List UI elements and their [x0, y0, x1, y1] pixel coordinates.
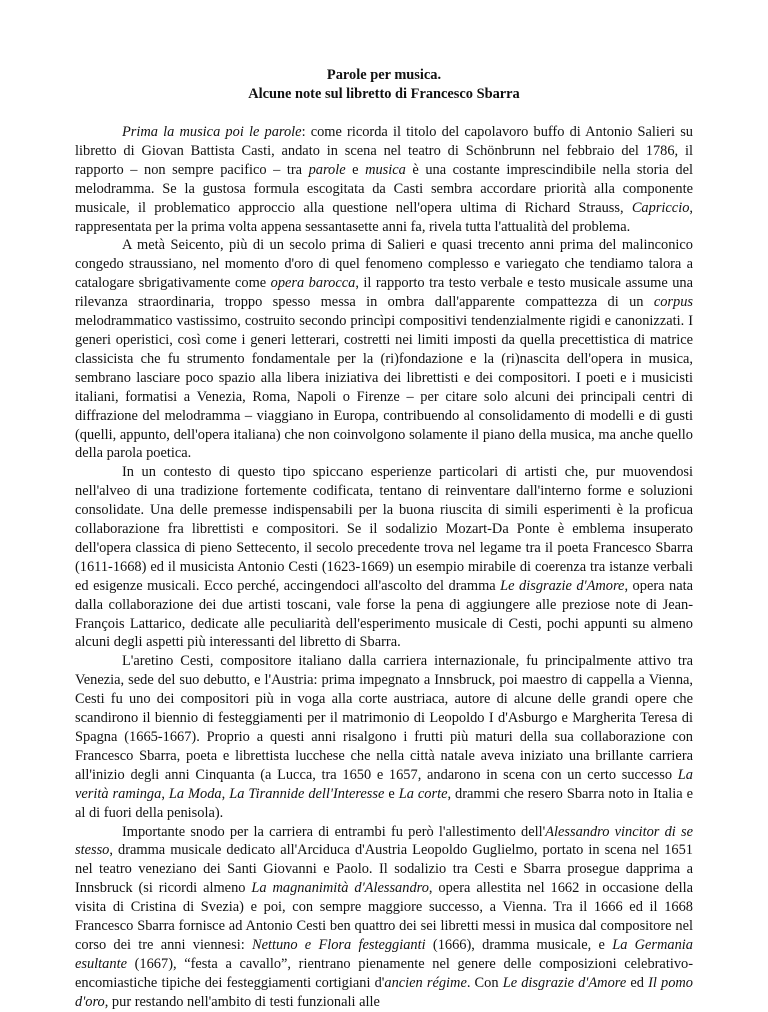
- text-run: , opera allestita nel 1662 in occasione della visita di Cristina di Svezia) e poi, con sempre maggiore successo, a Vienna. Tra il 1666 ed il 1668 Francesco Sbarra fornisce ad Antonio Cesti ben quattro dei sei libretti messi in musica dal compositore nel corso dei tre anni viennesi:: [75, 880, 694, 953]
- text-run: (1667), “festa a cavallo”, rientrano pienamente nel genere delle composizioni celebrativo-encomiastiche tipiche dei festeggiamenti cortigiani d': [75, 955, 693, 991]
- text-run: ,: [161, 785, 169, 802]
- italic-text: Nettuno e Flora festeggianti: [251, 936, 426, 953]
- italic-text: parole: [308, 161, 346, 178]
- italic-text: Le disgrazie d'Amore: [502, 974, 627, 991]
- text-run: ,: [221, 785, 230, 802]
- italic-text: La Tirannide dell'Interesse: [229, 785, 385, 802]
- italic-text: musica: [365, 161, 406, 178]
- italic-text: opera barocca: [270, 275, 356, 292]
- text-run: e: [345, 161, 366, 178]
- text-run: L'aretino Cesti, compositore italiano dalla carriera internazionale, fu principalmente attivo tra Venezia, sede del suo debutto, e l'Austria: prima impegnato a Innsbruck, poi maestro di cappella a Vienna, Cesti fu uno dei compositori più in voga alla corte austriaca, autore di alcune delle grandi opere che scandirono il biennio di festeggiamenti per il matrimonio di Leopoldo I d'Asburgo e Margherita Teresa di Spagna (1665-1667). Proprio a questi anni risalgono i frutti più maturi della sua collaborazione con Francesco Sbarra, poeta e librettista lucchese che nella città natale aveva iniziato una brillante carriera all'inizio degli anni Cinquanta (a Lucca, tra 1650 e 1657, andarono in scena con un certo successo: [75, 653, 693, 783]
- paragraph-1: [75, 123, 693, 236]
- text-run: In un contesto di questo tipo spiccano esperienze particolari di artisti che, pur muovendosi nell'alveo di una tradizione fortemente codificata, tentano di reinventare dall'interno forme e soluzioni consolidate. Una delle premesse indispensabili per la buona riuscita di simili esperimenti è la proficua collaborazione fra librettisti e compositori. Se il sodalizio Mozart-Da Ponte è emblema insuperato dell'opera classica di pieno Settecento, il secolo precedente trova nel legame tra il poeta Francesco Sbarra (1611-1668) ed il musicista Antonio Cesti (1623-1669) un esempio mirabile di coerenza tra istanze verbali ed esigenze musicali. Ecco perché, accingendoci all'ascolto del dramma: [75, 464, 693, 594]
- italic-text: La Moda: [168, 785, 222, 802]
- text-run: : come ricorda il titolo del capolavoro buffo di Antonio Salieri su libretto di Giovan Battista Casti, andato in scena nel teatro di Schönbrunn nel febbraio del 1786, il rapporto – non sempre pacifico – tra: [75, 124, 693, 178]
- paragraph-4: [75, 652, 693, 822]
- italic-text: La Germania esultante: [75, 936, 694, 972]
- italic-text: Capriccio: [631, 199, 690, 216]
- italic-text: La verità raminga: [75, 766, 693, 802]
- italic-text: La corte: [398, 785, 448, 802]
- document-title: [75, 66, 693, 104]
- italic-text: Alessandro vincitor di se stesso: [75, 823, 693, 859]
- text-run: e: [384, 785, 399, 802]
- text-run: A metà Seicento, più di un secolo prima di Salieri e quasi trecento anni prima del malinconico congedo straussiano, nel momento d'oro di quel fenomeno complesso e variegato che tendiamo talora a catalogare sbrigativamente come: [75, 237, 693, 292]
- text-run: , drammi che resero Sbarra noto in Italia e al di fuori della penisola).: [75, 785, 694, 821]
- paragraph-2: [75, 236, 693, 463]
- text-run: è una costante imprescindibile nella storia del melodramma. Se la gustosa formula escogitata da Casti sembra accordare priorità alla componente musicale, il problematico approccio alla questione nell'opera ultima di Richard Strauss,: [75, 161, 693, 216]
- text-run: , rappresentata per la prima volta appena sessantasette anni fa, rivela tutta l'attualità del problema.: [75, 199, 693, 235]
- title-line-1: Parole per musica.: [326, 67, 442, 83]
- italic-text: La magnanimità d'Alessandro: [251, 880, 429, 897]
- text-run: Importante snodo per la carriera di entrambi fu però l'allestimento dell': [122, 823, 546, 840]
- italic-text: Le disgrazie d'Amore: [500, 577, 625, 594]
- text-run: (1666), dramma musicale, e: [425, 936, 613, 953]
- text-run: . Con: [466, 974, 503, 991]
- italic-text: corpus: [653, 294, 693, 311]
- title-line-2: Alcune note sul libretto di Francesco Sbarra: [248, 86, 520, 102]
- text-run: , il rapporto tra testo verbale e testo musicale assume una rilevanza straordinaria, troppo spesso messa in ombra dall'apparente compattezza di un: [75, 275, 693, 311]
- text-run: , dramma musicale dedicato all'Arciduca d'Austria Leopoldo Guglielmo, portato in scena nel 1651 nel teatro veneziano dei Santi Giovanni e Paolo. Il sodalizio tra Cesti e Sbarra prosegue dapprima a Innsbruck (si ricordi almeno: [75, 842, 693, 897]
- italic-text: Il pomo d'oro: [75, 974, 693, 1010]
- text-run: , opera nata dalla collaborazione dei due artisti toscani, vale forse la pena di aggiungere alle preziose note di Jean-François Lattarico, dedicate alle peculiarità dell'esperimento musicale di Cesti, pochi appunti su almeno alcuni degli aspetti più interessanti del libretto di Sbarra.: [75, 577, 693, 651]
- paragraph-5: [75, 823, 693, 1012]
- text-run: , pur restando nell'ambito di testi funzionali alle: [104, 993, 380, 1010]
- italic-text: ancien régime: [384, 974, 467, 991]
- paragraph-3: [75, 463, 693, 652]
- text-run: ed: [626, 974, 649, 991]
- italic-text: Prima la musica poi le parole: [122, 124, 302, 140]
- document-page: [75, 66, 693, 1012]
- text-run: melodrammatico vastissimo, costruito secondo princìpi compositivi tendenzialmente rigidi e canonizzati. I generi operistici, così come i generi letterari, costretti nei limiti imposti da quella precettistica di matrice classicista che fu strumento fondamentale per la (ri)fondazione e la (ri)nascita dell'opera in musica, sembrano lasciare poco spazio alla libera iniziativa dei librettisti e dei compositori. I poeti e i musicisti italiani, formatisi a Venezia, Roma, Napoli o Firenze – per citare solo alcuni dei principali centri di diffrazione del melodramma – viaggiano in Europa, contribuendo al consolidamento di modelli e di gusti (quelli, appunto, dell'opera italiana) che non coinvolgono solamente il piano della musica, ma anche quello della parola poetica.: [75, 313, 693, 462]
